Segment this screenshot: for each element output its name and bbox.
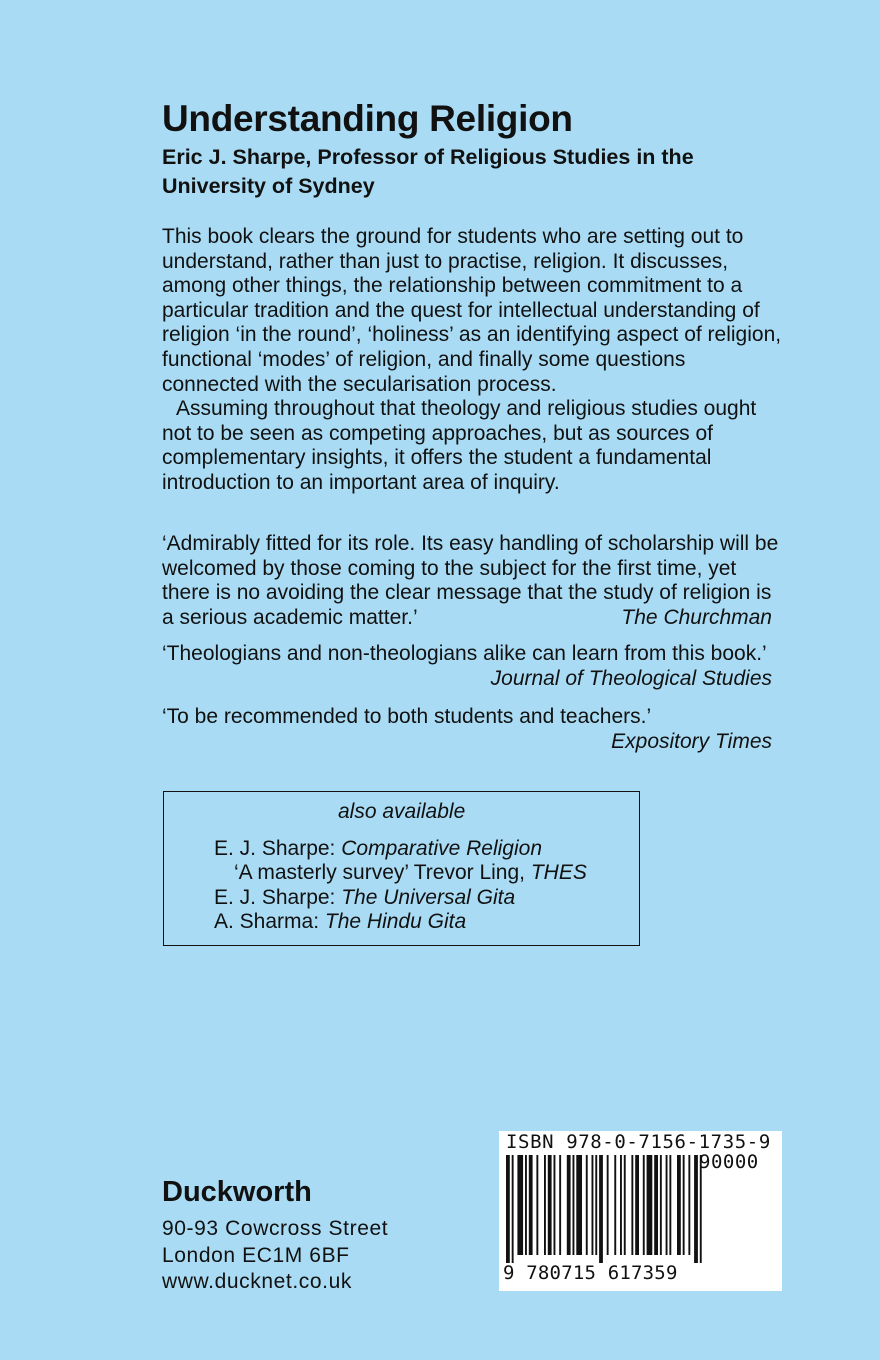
barcode-bar (559, 1155, 561, 1255)
publisher-name: Duckworth (162, 1176, 312, 1208)
also-available-list (214, 837, 587, 935)
barcode-bar (512, 1155, 514, 1263)
barcode-bar (631, 1155, 633, 1255)
barcode-bar (660, 1155, 662, 1255)
barcode-bar (620, 1155, 622, 1255)
review-text: ‘To be recommended to both students and teachers.’ (162, 705, 652, 728)
barcode-bar (529, 1155, 533, 1255)
list-item: E. J. Sharpe: The Universal Gita (214, 885, 516, 909)
address-line: London EC1M 6BF (162, 1243, 350, 1267)
barcode-bar (607, 1155, 609, 1255)
barcode-bar (624, 1155, 626, 1255)
barcode-bar (567, 1155, 571, 1255)
blurb (162, 225, 782, 496)
publisher-address (162, 1216, 388, 1296)
barcode-bar (517, 1155, 523, 1255)
also-available-heading: also available (338, 800, 466, 823)
price-code: 90000 (699, 1151, 759, 1173)
barcode-bar (595, 1155, 597, 1255)
barcode-bar (683, 1155, 685, 1255)
review-quote (162, 642, 782, 691)
barcode-bar (554, 1155, 556, 1255)
list-item: A. Sharma: The Hindu Gita (214, 910, 467, 934)
review-source: Expository Times (611, 729, 772, 753)
barcode-bar (666, 1155, 668, 1255)
barcode-bar (506, 1155, 510, 1263)
barcode-bar (694, 1155, 698, 1263)
barcode-bar (536, 1155, 538, 1255)
review-quote (162, 705, 782, 754)
review-text: ‘Admirably fitted for its role. Its easy handling of scholarship will be welcomed by those coming to the subject for the first time, yet there is no avoiding the clear message that the study of religion is a serious academic matter.’ (162, 532, 779, 629)
barcode-bar (576, 1155, 582, 1255)
publisher-website: www.ducknet.co.uk (162, 1270, 352, 1293)
isbn-text: ISBN 978-0-7156-1735-9 (506, 1131, 771, 1153)
barcode-bar (573, 1155, 575, 1255)
barcode-bar (544, 1155, 546, 1255)
review-text: ‘Theologians and non-theologians alike can learn from this book.’ (162, 642, 767, 665)
barcode-bar (688, 1155, 690, 1255)
barcode-bar (599, 1155, 603, 1263)
author-line: Eric J. Sharpe, Professor of Religious Studies in the University of Sydney (162, 145, 694, 198)
list-item: E. J. Sharpe: Comparative Religion (214, 837, 542, 860)
barcode-bar (635, 1155, 639, 1255)
barcode-bar (647, 1155, 653, 1255)
barcode-bar (614, 1155, 616, 1255)
barcode-bar (548, 1155, 552, 1255)
barcode-bar (586, 1155, 588, 1255)
blurb-paragraph: Assuming throughout that theology and religious studies ought not to be seen as competing approaches, but as sources of complementary insights, it offers the student a fundamental introduction to an important area of inquiry. (162, 397, 757, 494)
barcode-bar (669, 1155, 671, 1255)
review-source: The Churchman (621, 605, 772, 629)
ean-digits: 9 780715 617359 (503, 1262, 678, 1284)
barcode-bar (643, 1155, 645, 1255)
address-line: 90-93 Cowcross Street (162, 1217, 389, 1240)
barcode-bar (525, 1155, 527, 1255)
barcode-bar (677, 1155, 681, 1255)
book-title: Understanding Religion (162, 98, 573, 139)
barcode-bar (654, 1155, 658, 1255)
list-item: ‘A masterly survey’ Trevor Ling, THES (234, 861, 587, 885)
barcode-bar (592, 1155, 594, 1255)
review-source: Journal of Theological Studies (490, 666, 772, 690)
review-quote (162, 532, 782, 630)
blurb-paragraph: This book clears the ground for students who are setting out to understand, rather than just to practise, religion. It discusses, among other things, the relationship between commitment to a particular tradition and the quest for intellectual understanding of religion ‘in the round’, ‘holiness’ as an identifying aspect of religion, functional ‘modes’ of religion, and finally some questions connected with the secularisation process. (162, 225, 782, 396)
